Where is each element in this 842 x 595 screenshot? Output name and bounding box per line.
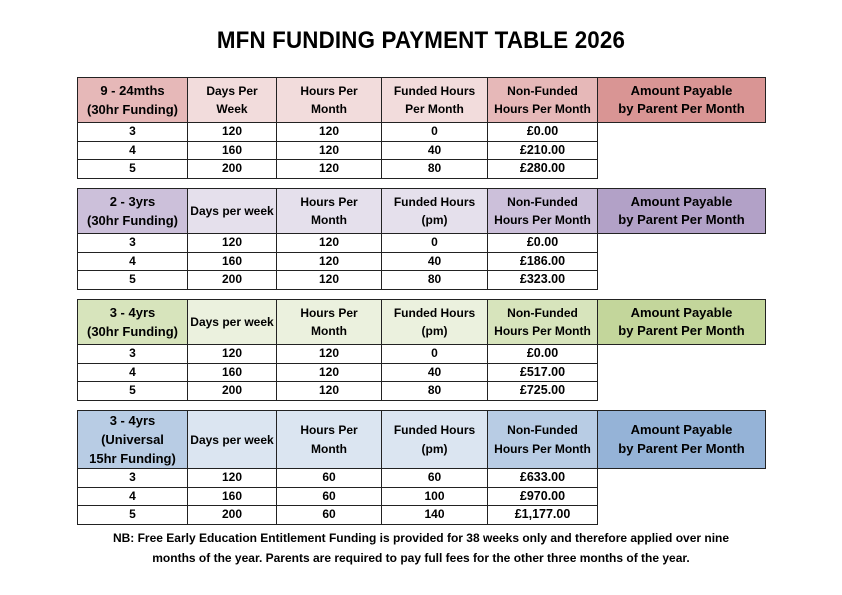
days-per-week-cell: 3 [78,345,188,364]
days-per-week-cell: 5 [78,160,188,179]
header-line: Days per week [190,204,274,218]
header-line: Hours Per [300,194,358,209]
hours-per-month-cell: 160 [188,141,277,160]
header-line: Funded Hours [393,305,476,320]
amount-payable-cell: £517.00 [488,363,598,382]
non-funded-hours-header [488,78,598,123]
table-row [78,469,766,488]
non-funded-hours-cell: 80 [382,271,488,290]
hours-per-month-cell: 200 [188,160,277,179]
funding-table [77,299,766,401]
header-line: Month [311,324,347,338]
funded-hours-header [382,189,488,234]
funded-hours-cell: 120 [277,123,382,142]
header-row [78,300,766,345]
amount-payable-cell: £210.00 [488,141,598,160]
hours-per-month-cell: 160 [188,487,277,506]
header-line: Hours Per Month [494,213,591,227]
amount-payable-cell: £1,177.00 [488,506,598,525]
funded-hours-header [382,411,488,469]
hours-per-month-header [277,189,382,234]
funded-hours-header [382,78,488,123]
hours-per-month-cell: 200 [188,506,277,525]
age-group-cell [78,411,188,469]
table-row [78,160,766,179]
hours-per-month-cell: 200 [188,271,277,290]
table-row [78,382,766,401]
hours-per-month-cell: 120 [188,345,277,364]
age-group-line: 9 - 24mths [100,83,165,98]
funded-hours-cell: 60 [277,506,382,525]
amount-payable-cell: £633.00 [488,469,598,488]
hours-per-month-cell: 120 [188,123,277,142]
header-line: Amount Payable [630,82,733,98]
amount-payable-header [598,411,766,469]
non-funded-hours-cell: 0 [382,345,488,364]
non-funded-hours-cell: 60 [382,469,488,488]
header-line: Non-Funded [507,305,578,320]
age-group-line: 3 - 4yrs [109,413,156,428]
days-per-week-header [188,300,277,345]
hours-per-month-cell: 160 [188,252,277,271]
amount-payable-cell: £186.00 [488,252,598,271]
amount-payable-cell: £0.00 [488,234,598,253]
header-line: Week [216,102,248,116]
days-per-week-header [188,411,277,469]
funded-hours-cell: 120 [277,252,382,271]
days-per-week-cell: 5 [78,506,188,525]
funded-hours-cell: 120 [277,363,382,382]
amount-payable-header [598,300,766,345]
header-line: Per Month [405,102,464,116]
header-line: (pm) [421,324,448,338]
days-per-week-cell: 3 [78,234,188,253]
non-funded-hours-header [488,189,598,234]
non-funded-hours-cell: 140 [382,506,488,525]
header-line: by Parent Per Month [618,323,745,338]
hours-per-month-header [277,411,382,469]
table-row [78,487,766,506]
header-line: by Parent Per Month [618,101,745,116]
header-line: (pm) [421,213,448,227]
header-line: Month [311,213,347,227]
days-per-week-cell: 4 [78,252,188,271]
days-per-week-cell: 3 [78,123,188,142]
header-line: Non-Funded [507,423,578,437]
non-funded-hours-cell: 40 [382,252,488,271]
table-row [78,271,766,290]
days-per-week-cell: 5 [78,382,188,401]
table-row [78,345,766,364]
header-line: Non-Funded [507,83,578,98]
header-row [78,189,766,234]
header-line: by Parent Per Month [618,440,745,456]
header-line: by Parent Per Month [618,212,745,227]
table-row [78,363,766,382]
funding-table-block-1 [77,77,765,179]
hours-per-month-cell: 200 [188,382,277,401]
funding-table-block-2 [77,188,765,290]
header-line: Amount Payable [630,304,733,320]
hours-per-month-header [277,78,382,123]
footnote-line-1: NB: Free Early Education Entitlement Funding is provided for 38 weeks only and therefore applied over nine [112,531,730,545]
header-line: Amount Payable [630,422,733,437]
footnote [0,528,842,568]
amount-payable-cell: £725.00 [488,382,598,401]
table-row [78,123,766,142]
hours-per-month-cell: 120 [188,234,277,253]
header-line: Days per week [190,432,274,447]
non-funded-hours-header [488,411,598,469]
page-title: MFN FUNDING PAYMENT TABLE 2026 [216,27,626,54]
non-funded-hours-cell: 100 [382,487,488,506]
funding-table-block-3 [77,299,765,401]
age-group-cell [78,189,188,234]
age-group-line: (30hr Funding) [87,213,178,228]
age-group-line: 2 - 3yrs [109,194,156,209]
funded-hours-header [382,300,488,345]
age-group-line: 3 - 4yrs [109,305,156,320]
header-line: Month [311,102,347,116]
days-per-week-header [188,78,277,123]
header-line: Funded Hours [393,83,476,98]
funded-hours-cell: 120 [277,271,382,290]
non-funded-hours-cell: 0 [382,123,488,142]
hours-per-month-cell: 160 [188,363,277,382]
non-funded-hours-cell: 80 [382,382,488,401]
header-line: Hours Per Month [494,324,591,338]
funded-hours-cell: 120 [277,345,382,364]
days-per-week-cell: 4 [78,363,188,382]
header-line: (pm) [421,441,448,456]
non-funded-hours-cell: 80 [382,160,488,179]
header-row [78,411,766,469]
days-per-week-cell: 3 [78,469,188,488]
header-line: Non-Funded [507,194,578,209]
header-line: Amount Payable [630,193,733,209]
table-row [78,141,766,160]
hours-per-month-header [277,300,382,345]
non-funded-hours-cell: 40 [382,141,488,160]
header-line: Days per week [190,315,274,329]
funding-table-block-4 [77,410,765,525]
header-line: Days Per [206,83,258,98]
non-funded-hours-cell: 40 [382,363,488,382]
non-funded-hours-header [488,300,598,345]
table-row [78,234,766,253]
header-line: Month [311,441,347,456]
hours-per-month-cell: 120 [188,469,277,488]
days-per-week-cell: 5 [78,271,188,290]
days-per-week-cell: 4 [78,141,188,160]
funded-hours-cell: 60 [277,469,382,488]
header-line: Hours Per [300,423,358,437]
header-line: Hours Per Month [494,441,591,456]
funded-hours-cell: 120 [277,234,382,253]
days-per-week-header [188,189,277,234]
footnote-line-2: months of the year. Parents are required to pay full fees for the other three months of the year. [152,551,690,565]
amount-payable-cell: £280.00 [488,160,598,179]
header-row [78,78,766,123]
header-line: Hours Per Month [494,102,591,116]
table-row [78,252,766,271]
amount-payable-header [598,78,766,123]
amount-payable-cell: £970.00 [488,487,598,506]
non-funded-hours-cell: 0 [382,234,488,253]
funding-table [77,77,766,179]
age-group-line: (Universal [101,432,164,447]
age-group-cell [78,78,188,123]
age-group-line: (30hr Funding) [87,102,178,117]
table-row [78,506,766,525]
amount-payable-header [598,189,766,234]
amount-payable-cell: £0.00 [488,123,598,142]
header-line: Hours Per [300,305,358,320]
amount-payable-cell: £323.00 [488,271,598,290]
funding-table [77,410,766,525]
age-group-line: 15hr Funding) [89,451,176,466]
funded-hours-cell: 60 [277,487,382,506]
funded-hours-cell: 120 [277,382,382,401]
age-group-line: (30hr Funding) [87,324,178,339]
funding-table [77,188,766,290]
amount-payable-cell: £0.00 [488,345,598,364]
header-line: Funded Hours [393,423,476,437]
funded-hours-cell: 120 [277,160,382,179]
header-line: Hours Per [300,83,358,98]
header-line: Funded Hours [393,194,476,209]
days-per-week-cell: 4 [78,487,188,506]
funded-hours-cell: 120 [277,141,382,160]
age-group-cell [78,300,188,345]
